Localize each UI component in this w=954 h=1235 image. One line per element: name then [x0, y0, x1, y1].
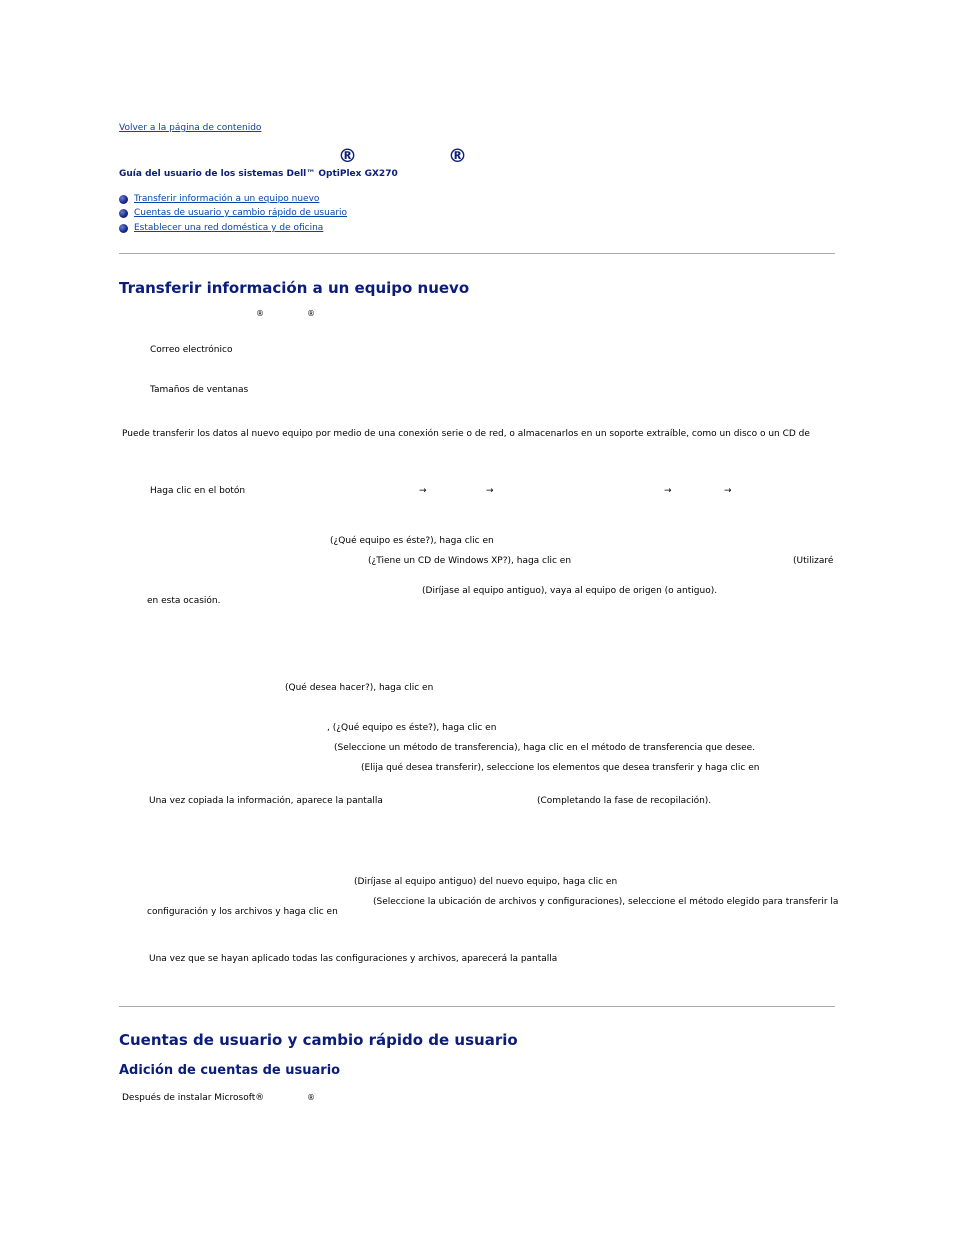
arrow-icon: → [724, 486, 732, 496]
subheading-add-accounts: Adición de cuentas de usuario [119, 1063, 341, 1078]
section-heading-user-accounts: Cuentas de usuario y cambio rápido de usuario [119, 1031, 518, 1049]
registered-mark: ® [307, 1093, 315, 1102]
step-text: (Completando la fase de recopilación). [537, 796, 712, 806]
divider [119, 253, 835, 254]
toc-link-transfer[interactable]: Transferir información a un equipo nuevo [134, 194, 320, 204]
step-text: Una vez que se hayan aplicado todas las configuraciones y archivos, aparecerá la pantalla [149, 954, 558, 964]
bullet-icon [119, 209, 128, 218]
list-item: Tamaños de ventanas [150, 385, 249, 395]
step-text: en esta ocasión. [147, 596, 221, 606]
registered-mark: ® [338, 145, 357, 167]
step-text: , (¿Qué equipo es éste?), haga clic en [327, 723, 497, 733]
registered-mark: ® [256, 309, 264, 318]
step-text: (Diríjase al equipo antiguo) del nuevo equipo, haga clic en [354, 877, 618, 887]
divider [119, 1006, 835, 1007]
document-title: Guía del usuario de los sistemas Dell™ OptiPlex GX270 [119, 169, 398, 179]
step-text: Una vez copiada la información, aparece la pantalla [149, 796, 383, 806]
step-text: (¿Qué equipo es éste?), haga clic en [330, 536, 494, 546]
paragraph: Puede transferir los datos al nuevo equipo por medio de una conexión serie o de red, o almacenarlos en un soporte extraíble, como un disco o un CD de [122, 429, 810, 439]
step-text: configuración y los archivos y haga clic en [147, 907, 338, 917]
toc-link-user-accounts[interactable]: Cuentas de usuario y cambio rápido de usuario [134, 208, 348, 218]
step-text: (Diríjase al equipo antiguo), vaya al equipo de origen (o antiguo). [422, 586, 718, 596]
bullet-icon [119, 195, 128, 204]
step-text: (¿Tiene un CD de Windows XP?), haga clic en [368, 556, 572, 566]
section-heading-transfer: Transferir información a un equipo nuevo [119, 279, 470, 297]
registered-mark: ® [448, 145, 467, 167]
arrow-icon: → [419, 486, 427, 496]
step-text: (Utilizaré [793, 556, 834, 566]
step-text: (Seleccione la ubicación de archivos y configuraciones), seleccione el método elegido para transferir la [373, 897, 839, 907]
paragraph: Después de instalar Microsoft® [122, 1093, 265, 1103]
toc-link-home-network[interactable]: Establecer una red doméstica y de oficina [134, 223, 324, 233]
step-text: Haga clic en el botón [150, 486, 246, 496]
bullet-icon [119, 224, 128, 233]
back-to-contents-link[interactable]: Volver a la página de contenido [119, 123, 262, 133]
registered-mark: ® [307, 309, 315, 318]
arrow-icon: → [664, 486, 672, 496]
step-text: (Elija qué desea transferir), seleccione los elementos que desea transferir y haga clic en [361, 763, 760, 773]
arrow-icon: → [486, 486, 494, 496]
step-text: (Qué desea hacer?), haga clic en [285, 683, 434, 693]
list-item: Correo electrónico [150, 345, 233, 355]
step-text: (Seleccione un método de transferencia), haga clic en el método de transferencia que desee. [334, 743, 756, 753]
